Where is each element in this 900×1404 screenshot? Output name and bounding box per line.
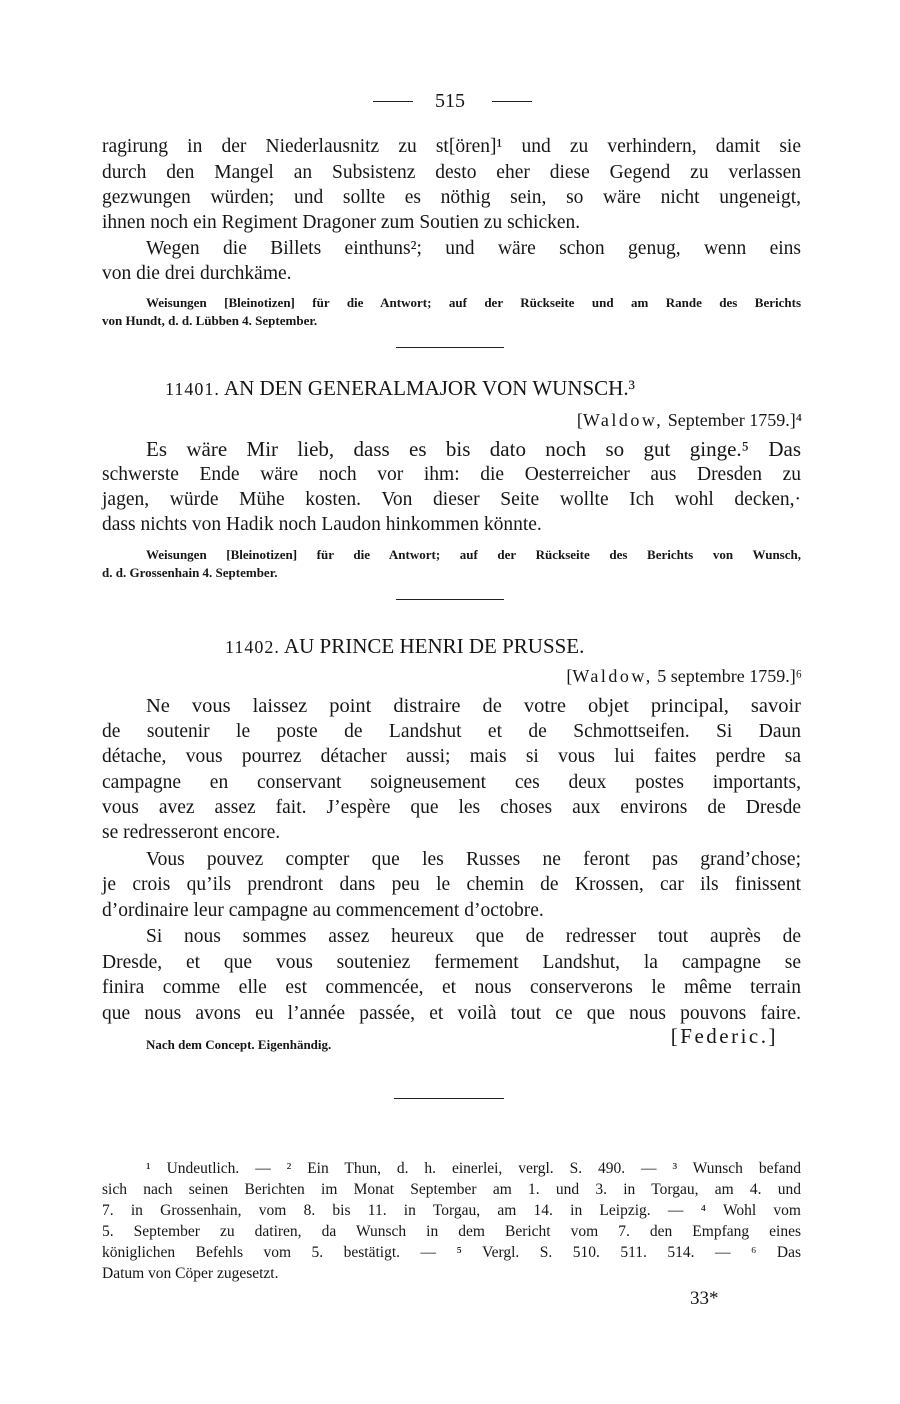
footnote-line: 5. September zu datiren, da Wunsch in dem Bericht vom 7. den Empfang eines (102, 1223, 801, 1240)
header-dash-left (373, 101, 413, 102)
footnote-line: königlichen Befehls vom 5. bestätigt. — ⁵ Vergl. S. 510. 511. 514. — ⁶ Das (102, 1244, 801, 1261)
letter-title: AN DEN GENERALMAJOR VON WUNSCH.³ (223, 376, 635, 400)
text-line: détache, vous pourrez détacher aussi; mais si vous lui faites perdre sa (102, 746, 801, 767)
letter-note-11402: Nach dem Concept. Eigenhändig. (146, 1037, 332, 1052)
note-line: d. d. Grossenhain 4. September. (102, 565, 278, 580)
footnote-line: ¹ Undeutlich. — ² Ein Thun, d. h. einerlei, vergl. S. 490. — ³ Wunsch befand (146, 1160, 801, 1177)
dateline-place: Waldow, (582, 410, 664, 430)
text-line: gezwungen würden; und sollte es nöthig sein, so wäre nicht ungeneigt, (102, 187, 801, 208)
dateline-date: 5 septembre 1759.]⁶ (657, 666, 802, 686)
text-line: que nous avons eu l’année passée, et voilà tout ce que nous pouvons faire. (102, 1003, 801, 1024)
footnote-line: Datum von Cöper zugesetzt. (102, 1265, 279, 1282)
text-line: ihnen noch ein Regiment Dragoner zum Soutien zu schicken. (102, 212, 581, 233)
text-line: campagne en conservant soigneusement ces deux postes importants, (102, 772, 801, 793)
text-line: von die drei durchkäme. (102, 263, 292, 284)
note-line: Weisungen [Bleinotizen] für die Antwort; auf der Rückseite des Berichts von Wunsch, (146, 547, 801, 562)
dateline-date: September 1759.]⁴ (667, 410, 802, 430)
section-divider (396, 599, 504, 600)
text-line: Ne vous laissez point distraire de votre objet principal, savoir (146, 695, 801, 717)
letter-dateline-11402: [Waldow, 5 septembre 1759.]⁶ (566, 666, 802, 686)
note-line: von Hundt, d. d. Lübben 4. September. (102, 313, 318, 328)
header-dash-right (492, 101, 532, 102)
page-header (0, 88, 900, 114)
text-line: je crois qu’ils prendront dans peu le chemin de Krossen, car ils finissent (102, 874, 801, 895)
text-line: durch den Mangel an Subsistenz desto eher diese Gegend zu verlassen (102, 162, 801, 183)
sheet-signature-mark: 33* (690, 1288, 719, 1309)
page-number: 515 (435, 90, 465, 112)
text-line: schwerste Ende wäre noch vor ihm: die Oesterreicher aus Dresden zu (102, 464, 801, 485)
text-line: vous avez assez fait. J’espère que les choses aux environs de Dresde (102, 797, 801, 818)
section-divider (396, 347, 504, 348)
dateline-place: Waldow, (572, 666, 653, 686)
text-line: dass nichts von Hadik noch Laudon hinkommen könnte. (102, 514, 542, 535)
letter-heading-11402 (225, 632, 900, 661)
text-line: Es wäre Mir lieb, dass es bis dato noch so gut ginge.⁵ Das (146, 437, 801, 461)
text-line: se redresseront encore. (102, 822, 281, 843)
letter-heading-11401 (165, 374, 864, 403)
text-line: Wegen die Billets einthuns²; und wäre schon genug, wenn eins (146, 238, 801, 259)
text-line: d’ordinaire leur campagne au commencement d’octobre. (102, 900, 544, 921)
letter-number: 11402. (225, 637, 280, 657)
signature: [Federic.] (670, 1024, 778, 1048)
note-line: Weisungen [Bleinotizen] für die Antwort; auf der Rückseite und am Rande des Berichts (146, 295, 801, 310)
text-line: jagen, würde Mühe kosten. Von dieser Seite wollte Ich wohl decken,· (102, 489, 801, 510)
footnote-line: sich nach seinen Berichten im Monat September am 1. und 3. in Torgau, am 4. und (102, 1181, 801, 1198)
letter-number: 11401. (165, 379, 220, 399)
text-line: Si nous sommes assez heureux que de redresser tout auprès de (146, 926, 801, 947)
footnote-line: 7. in Grossenhain, vom 8. bis 11. in Torgau, am 14. in Leipzig. — ⁴ Wohl vom (102, 1202, 801, 1219)
letter-title: AU PRINCE HENRI DE PRUSSE. (283, 634, 585, 658)
text-line: ragirung in der Niederlausnitz zu st[ören]¹ und zu verhindern, damit sie (102, 136, 801, 157)
text-line: Dresde, et que vous souteniez fermement Landshut, la campagne se (102, 952, 801, 973)
letter-dateline-11401: [Waldow, September 1759.]⁴ (576, 410, 802, 430)
text-line: de soutenir le poste de Landshut et de Schmottseifen. Si Daun (102, 721, 801, 742)
text-line: Vous pouvez compter que les Russes ne feront pas grand’chose; (146, 849, 801, 870)
section-divider (394, 1098, 504, 1099)
text-line: finira comme elle est commencée, et nous conserverons le même terrain (102, 977, 801, 998)
